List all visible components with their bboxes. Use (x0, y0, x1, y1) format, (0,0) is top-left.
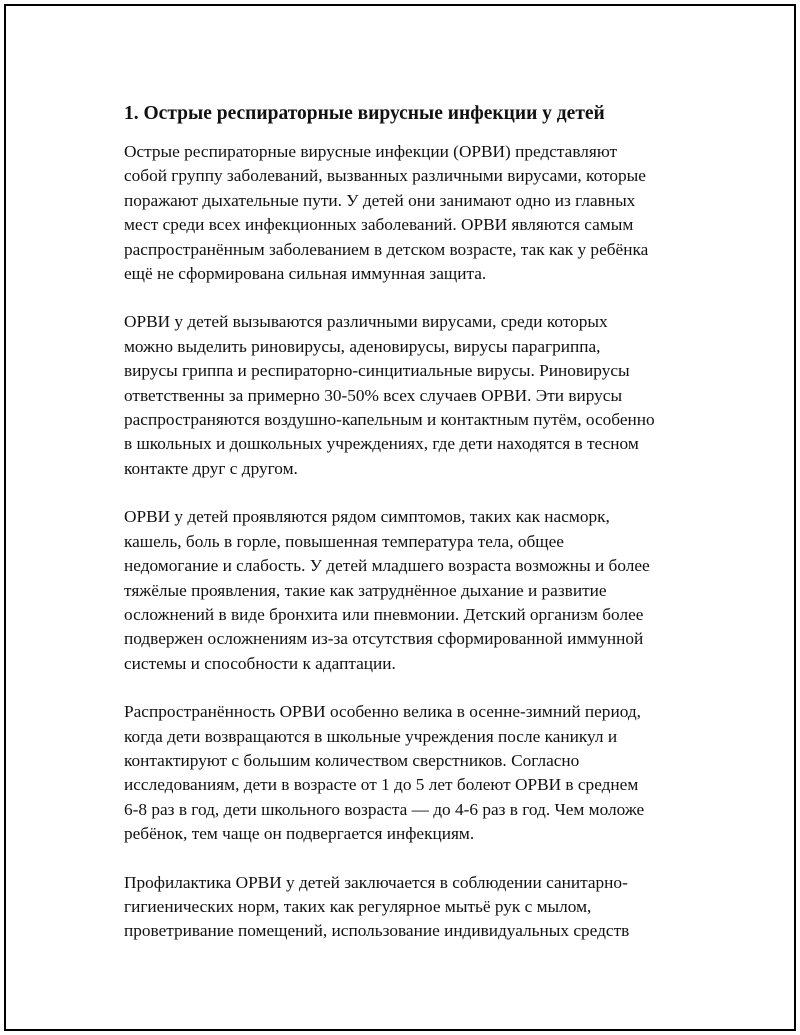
paragraph-prevalence (124, 700, 684, 846)
section-heading: 1. Острые респираторные вирусные инфекции у детей (124, 103, 605, 124)
text-line: ответственны за примерно 30-50% всех случаев ОРВИ. Эти вирусы (124, 385, 623, 405)
text-line: проветривание помещений, использование индивидуальных средств (124, 921, 630, 941)
text-line: собой группу заболеваний, вызванных различными вирусами, которые (124, 166, 646, 186)
text-line: Острые респираторные вирусные инфекции (ОРВИ) представляют (124, 142, 618, 161)
text-line: ОРВИ у детей проявляются рядом симптомов, таких как насморк, (124, 507, 610, 527)
text-line: мест среди всех инфекционных заболеваний. ОРВИ являются самым (124, 215, 634, 235)
paragraph-causes (124, 310, 684, 481)
text-line: кашель, боль в горле, повышенная температура тела, общее (124, 531, 564, 551)
paragraph-definition (124, 140, 684, 286)
text-line: 6-8 раз в год, дети школьного возраста — до 4-6 раз в год. Чем моложе (124, 799, 645, 819)
text-line: распространённым заболеванием в детском возрасте, так как у ребёнка (124, 239, 649, 259)
page-frame (4, 4, 796, 1031)
text-line: подвержен осложнениям из-за отсутствия сформированной иммунной (124, 629, 644, 649)
text-line: недомогание и слабость. У детей младшего возраста возможны и более (124, 556, 650, 576)
text-line: поражают дыхательные пути. У детей они занимают одно из главных (124, 190, 636, 210)
text-line: вирусы гриппа и респираторно-синцитиальные вирусы. Риновирусы (124, 361, 630, 381)
text-line: контактируют с большим количеством сверстников. Согласно (124, 750, 580, 770)
text-line: исследованиям, дети в возрасте от 1 до 5 лет болеют ОРВИ в среднем (124, 775, 639, 795)
text-line: ещё не сформирована сильная иммунная защита. (124, 264, 487, 284)
text-line: когда дети возвращаются в школьные учреждения после каникул и (124, 726, 618, 746)
document-body (124, 102, 684, 968)
text-line: ОРВИ у детей вызываются различными вирусами, среди которых (124, 312, 608, 332)
text-line: тяжёлые проявления, такие как затруднённое дыхание и развитие (124, 580, 607, 600)
text-line: распространяются воздушно-капельным и контактным путём, особенно (124, 410, 655, 430)
text-line: Распространённость ОРВИ особенно велика в осенне-зимний период, (124, 702, 641, 722)
text-line: системы и способности к адаптации. (124, 653, 396, 673)
text-line: ребёнок, тем чаще он подвергается инфекциям. (124, 824, 475, 844)
text-line: контакте друг с другом. (124, 458, 298, 478)
text-line: Профилактика ОРВИ у детей заключается в соблюдении санитарно- (124, 872, 628, 892)
text-line: осложнений в виде бронхита или пневмонии. Детский организм более (124, 604, 644, 624)
paragraph-prevention (124, 871, 684, 944)
text-line: в школьных и дошкольных учреждениях, где дети находятся в тесном (124, 434, 639, 454)
paragraph-symptoms (124, 505, 684, 676)
text-line: гигиенических норм, таких как регулярное мытьё рук с мылом, (124, 896, 592, 916)
text-line: можно выделить риновирусы, аденовирусы, вирусы парагриппа, (124, 336, 601, 356)
